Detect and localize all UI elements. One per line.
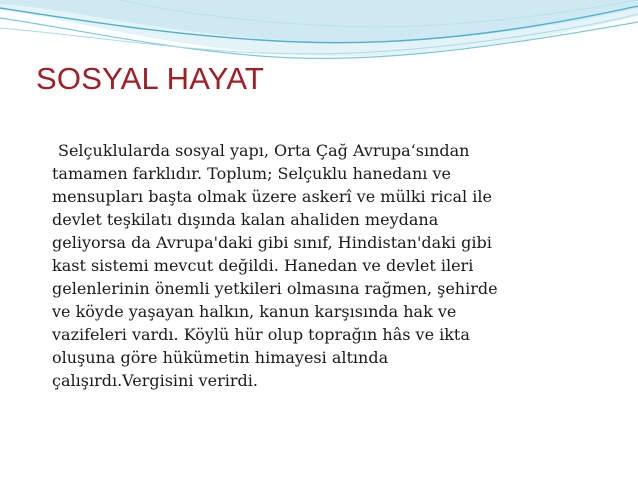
body-line: tamamen farklıdır. Toplum; Selçuklu hanedanı ve — [52, 164, 451, 183]
body-line: vazifeleri vardı. Köylü hür olup toprağın hâs ve ikta — [52, 325, 470, 344]
body-line: gelenlerinin önemli yetkileri olmasına rağmen, şehirde — [52, 279, 498, 298]
body-line: geliyorsa da Avrupa'daki gibi sınıf, Hindistan'daki gibi — [52, 233, 492, 252]
slide-title: SOSYAL HAYAT — [36, 61, 265, 96]
body-line: Selçuklularda sosyal yapı, Orta Çağ Avrupa‘sından — [58, 141, 470, 160]
body-line: devlet teşkilatı dışında kalan ahaliden meydana — [52, 210, 439, 229]
body-line: mensupları başta olmak üzere askerî ve mülki rical ile — [52, 187, 492, 206]
body-line: oluşuna göre hükümetin himayesi altında — [52, 348, 389, 367]
body-line: ve köyde yaşayan halkın, kanun karşısında hak ve — [52, 302, 457, 321]
body-line: çalışırdı.Vergisini verirdi. — [52, 371, 258, 390]
slide-body-text — [52, 139, 617, 392]
body-line: kast sistemi mevcut değildi. Hanedan ve devlet ileri — [52, 256, 474, 275]
